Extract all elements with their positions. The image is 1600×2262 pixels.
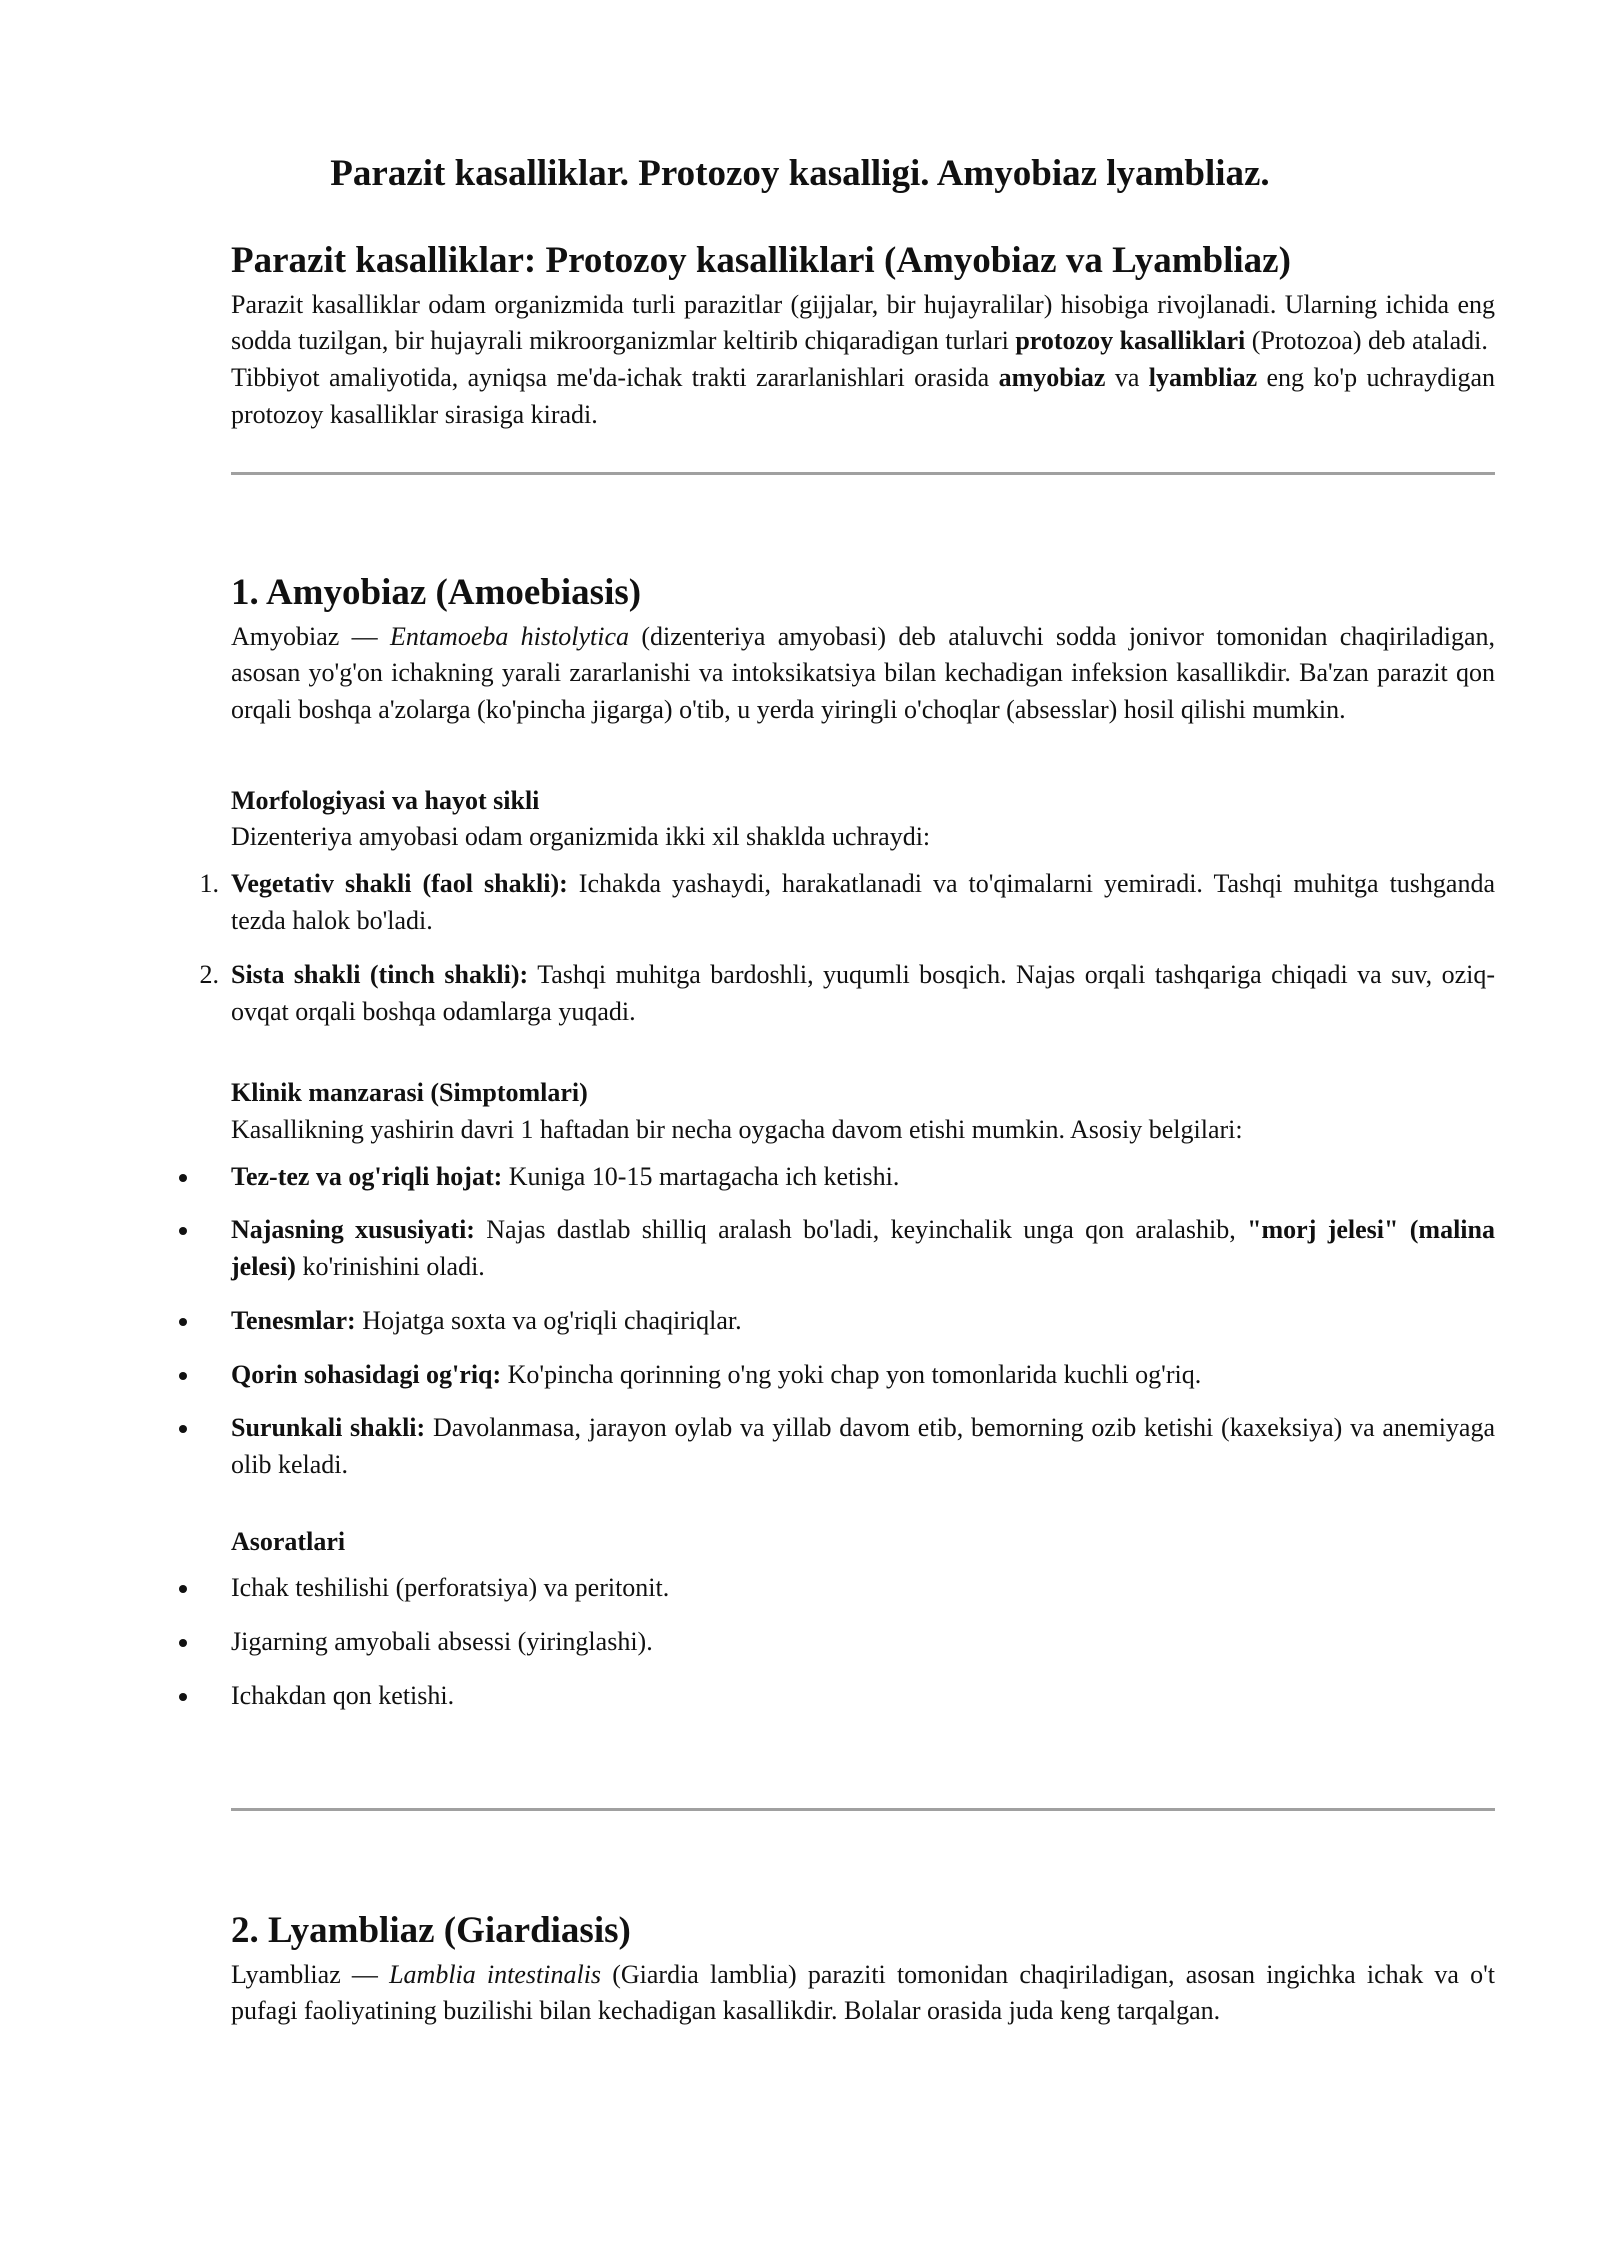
amoebiasis-heading: 1. Amyobiaz (Amoebiasis) [231,572,642,613]
bold-term: protozoy kasalliklari [1015,326,1246,356]
morphology-list [199,866,1495,1030]
list-item: Najasning xususiyati: Najas dastlab shilliq aralash bo'ladi, keyinchalik unga qon aralashib, "morj jelesi" (malina jelesi) ko'rinishini oladi. [231,1212,1495,1286]
bullet-icon [179,1174,187,1182]
list-item: Ichakdan qon ketishi. [231,1678,1495,1715]
list-item: Ichak teshilishi (perforatsiya) va peritonit. [231,1570,1495,1607]
section-divider [231,1808,1495,1811]
complications-heading: Asoratlari [231,1527,346,1557]
clinical-heading: Klinik manzarasi (Simptomlari) [231,1078,588,1108]
bullet-icon [179,1425,187,1433]
intro-paragraph-2: Tibbiyot amaliyotida, ayniqsa me'da-ichak trakti zararlanishlari orasida amyobiaz va lyambliaz eng ko'p uchraydigan protozoy kasalliklar sirasiga kiradi. [231,363,1495,429]
morphology-intro: Dizenteriya amyobasi odam organizmida ikki xil shaklda uchraydi: [231,822,931,852]
bold-term: amyobiaz [998,363,1106,393]
morphology-heading: Morfologiyasi va hayot sikli [231,785,540,815]
bullet-icon [179,1639,187,1647]
list-item: Jigarning amyobali absessi (yiringlashi). [231,1624,1495,1661]
list-item: 2. Sista shakli (tinch shakli): Tashqi muhitga bardoshli, yuqumli bosqich. Najas orqali tashqariga chiqadi va suv, oziq-ovqat orqali boshqa odamlarga yuqadi. [231,957,1495,1031]
amoebiasis-section [199,572,1495,1732]
giardiasis-paragraph: Lyambliaz — Lamblia intestinalis (Giardia lamblia) paraziti tomonidan chaqiriladigan, asosan ingichka ichak va o't pufagi faoliyatining buzilishi bilan kechadigan kasallikdir. Bolalar orasida juda keng tarqalgan. [231,1959,1495,2026]
giardiasis-heading: 2. Lyambliaz (Giardiasis) [231,1910,631,1951]
bullet-icon [179,1372,187,1380]
list-number: 2. [199,959,219,989]
document-title: Parazit kasalliklar. Protozoy kasalligi. Amyobiaz lyambliaz. [330,153,1270,194]
complications-list [231,1570,1495,1714]
amoebiasis-paragraph: Amyobiaz — Entamoeba histolytica (dizenteriya amyobasi) deb ataluvchi sodda jonivor tomonidan chaqiriladigan, asosan yo'g'on ichakning yarali zararlanishi va intoksikatsiya bilan kechadigan infeksion kasallikdir. Ba'zan parazit qon orqali boshqa a'zolarga (ko'pincha jigarga) o'tib, u yerda yiringli o'choqlar (absesslar) hosil qilishi mumkin. [231,621,1495,725]
list-item: Tenesmlar: Hojatga soxta va og'riqli chaqiriqlar. [231,1303,1495,1340]
symptom-list [231,1159,1495,1485]
list-number: 1. [199,869,219,899]
bullet-icon [179,1693,187,1701]
intro-heading: Parazit kasalliklar: Protozoy kasalliklari (Amyobiaz va Lyambliaz) [231,240,1291,281]
bullet-icon [179,1585,187,1593]
list-item: 1. Vegetativ shakli (faol shakli): Ichakda yashaydi, harakatlanadi va to'qimalarni yemiradi. Tashqi muhitga tushganda tezda halok bo'ladi. [231,866,1495,940]
bullet-icon [179,1227,187,1235]
bold-term: lyambliaz [1148,363,1258,393]
species-name: Entamoeba histolytica [389,621,629,651]
species-name: Lamblia intestinalis [389,1959,602,1989]
clinical-intro: Kasallikning yashirin davri 1 haftadan bir necha oygacha davom etishi mumkin. Asosiy belgilari: [231,1114,1243,1144]
list-item: Surunkali shakli: Davolanmasa, jarayon oylab va yillab davom etib, bemorning ozib ketishi (kaxeksiya) va anemiyaga olib keladi. [231,1410,1495,1484]
intro-section [231,240,1495,434]
bullet-icon [179,1318,187,1326]
list-item: Qorin sohasidagi og'riq: Ko'pincha qorinning o'ng yoki chap yon tomonlarida kuchli og'riq. [231,1357,1495,1394]
section-divider [231,472,1495,475]
intro-paragraph-1: Parazit kasalliklar odam organizmida turli parazitlar (gijjalar, bir hujayralilar) hisobiga rivojlanadi. Ularning ichida eng sodda tuzilgan, bir hujayrali mikroorganizmlar keltirib chiqaradigan turlari protozoy kasalliklari (Protozoa) deb ataladi. [231,289,1495,356]
giardiasis-section [231,1910,1495,2030]
list-item: Tez-tez va og'riqli hojat: Kuniga 10-15 martagacha ich ketishi. [231,1159,1495,1196]
